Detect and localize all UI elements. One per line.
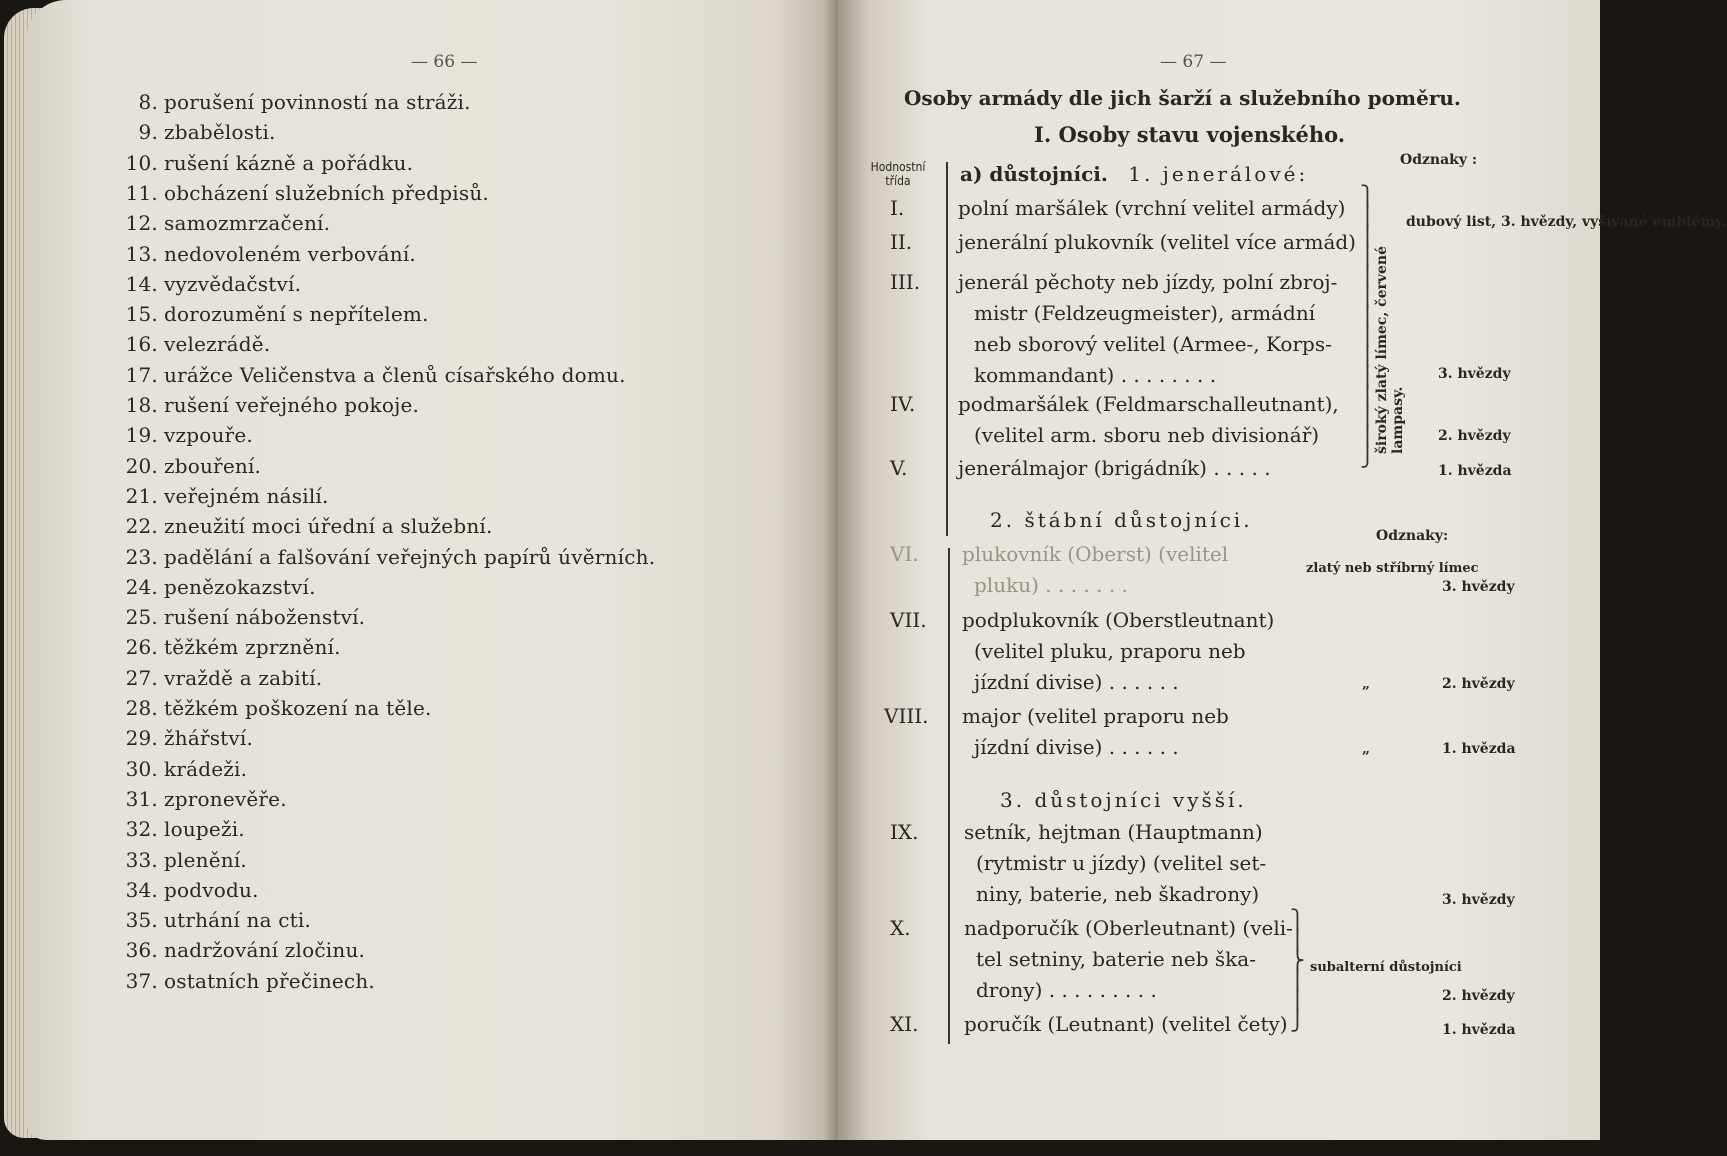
item-number: 29. [125, 726, 158, 751]
rank-class: III. [890, 270, 921, 294]
item-text: vraždě a zabití. [164, 665, 323, 690]
page-number: — 67 — [1160, 52, 1227, 72]
item-number: 27. [125, 665, 158, 690]
badges-column-header: Odznaky : [1400, 152, 1478, 168]
list-item [114, 878, 259, 902]
item-text: padělání a falšování veřejných papírů úvěrních. [164, 544, 656, 569]
subaltern-group-label: subalterní důstojníci [1310, 960, 1462, 975]
rank-line: kommandant) . . . . . . . . [974, 363, 1217, 387]
item-number: 33. [125, 847, 158, 872]
rank-line: polní maršálek (vrchní velitel armády) [958, 196, 1346, 220]
list-item [114, 332, 270, 356]
item-number: 15. [125, 302, 158, 327]
column-rule [948, 548, 950, 1044]
item-text: velezrádě. [164, 332, 271, 357]
item-number: 21. [125, 483, 158, 508]
brace: ⎫ ⎪ ⎬ ⎪ ⎪ ⎭ [1290, 908, 1305, 1032]
item-number: 9. [138, 120, 158, 145]
left-page [26, 0, 838, 1140]
list-item [114, 848, 247, 872]
item-number: 20. [125, 453, 158, 478]
list-item [114, 454, 261, 478]
rank-class: VIII. [884, 704, 929, 728]
item-number: 37. [125, 968, 158, 993]
list-item [114, 938, 365, 962]
item-text: plenění. [164, 847, 247, 872]
item-text: nadržování zločinu. [164, 938, 366, 963]
collar-note: „ [1362, 676, 1371, 692]
item-number: 28. [125, 696, 158, 720]
item-text: rušení náboženství. [164, 605, 366, 630]
rank-class: VII. [890, 608, 927, 632]
badge-iii: 3. hvězdy [1438, 366, 1511, 382]
item-text: těžkém zprznění. [164, 635, 341, 660]
item-number: 10. [125, 150, 158, 175]
item-text: rušení kázně a pořádku. [164, 150, 414, 175]
item-text: samozmrzačení. [164, 211, 331, 236]
generals-label: 1. jenerálové: [1128, 162, 1309, 186]
item-text: zpronevěře. [164, 786, 287, 811]
item-text: ostatních přečinech. [164, 968, 375, 993]
rank-line: setník, hejtman (Hauptmann) [964, 820, 1263, 844]
rank-class: V. [890, 456, 908, 480]
item-text: nedovoleném verbování. [164, 241, 416, 266]
officers-label: a) důstojníci. [960, 162, 1108, 186]
item-text: rušení veřejného pokoje. [164, 393, 420, 417]
rank-line: pluku) . . . . . . . [974, 573, 1128, 597]
rank-class: I. [890, 196, 905, 220]
rank-badge: 1. hvězda [1442, 741, 1516, 757]
staff-officers-heading: 2. štábní důstojníci. [990, 508, 1253, 532]
list-item [114, 423, 253, 447]
rank-line: drony) . . . . . . . . . [976, 978, 1157, 1002]
rank-badge: 3. hvězdy [1442, 892, 1515, 908]
rank-badge: 1. hvězda [1442, 1022, 1516, 1038]
item-number: 30. [125, 756, 158, 781]
item-text: zbouření. [164, 453, 262, 478]
rank-class: VI. [890, 542, 919, 566]
item-text: dorozumění s nepřítelem. [164, 302, 429, 327]
item-number: 19. [125, 423, 158, 448]
list-item [114, 302, 429, 326]
rank-line: neb sborový velitel (Armee-, Korps- [974, 332, 1332, 356]
item-number: 31. [125, 786, 158, 811]
item-text: urážce Veličenstva a členů císařského domu. [164, 362, 626, 387]
rank-class: IV. [890, 392, 916, 416]
rank-badge: 3. hvězdy [1442, 579, 1515, 595]
rank-badge: 2. hvězdy [1442, 988, 1515, 1004]
list-item [114, 181, 489, 205]
item-number: 17. [125, 362, 158, 387]
rank-class: XI. [890, 1012, 919, 1036]
item-number: 22. [125, 514, 158, 539]
rank-line: (velitel arm. sboru neb divisionář) [974, 423, 1320, 447]
item-number: 35. [125, 908, 158, 933]
list-item [114, 151, 413, 175]
rank-line: (velitel pluku, praporu neb [974, 639, 1246, 663]
rank-class: II. [890, 230, 913, 254]
list-item [114, 242, 416, 266]
rank-class: IX. [890, 820, 919, 844]
rank-line: jenerální plukovník (velitel více armád) [958, 230, 1356, 254]
item-number: 34. [125, 877, 158, 902]
badge-top: dubový list, 3. hvězdy, vyšívané emblémy. [1406, 214, 1727, 230]
item-text: veřejném násilí. [164, 483, 329, 508]
page-number: — 66 — [411, 52, 478, 72]
item-number: 14. [125, 271, 158, 296]
rank-line: poručík (Leutnant) (velitel čety) [964, 1012, 1288, 1036]
item-text: žhářství. [164, 726, 254, 751]
item-text: obcházení služebních předpisů. [164, 180, 489, 205]
list-item [114, 666, 322, 690]
item-text: utrhání na cti. [164, 908, 312, 933]
section-heading: I. Osoby stavu vojenského. [1034, 122, 1346, 147]
list-item [114, 484, 329, 508]
badges-column-header-2: Odznaky: [1376, 528, 1449, 544]
list-item [114, 363, 626, 387]
item-number: 36. [125, 938, 158, 963]
rank-class: X. [890, 916, 911, 940]
badge-iv: 2. hvězdy [1438, 428, 1511, 444]
right-page [838, 0, 1727, 1140]
list-item [114, 969, 375, 993]
item-number: 13. [125, 241, 158, 266]
list-item [114, 817, 245, 841]
rank-line: nadporučík (Oberleutnant) (veli- [964, 916, 1293, 940]
item-text: podvodu. [164, 877, 259, 902]
section-label [960, 162, 1308, 186]
rank-line: major (velitel praporu neb [962, 704, 1229, 728]
item-number: 26. [125, 635, 158, 660]
list-item [114, 545, 655, 569]
list-item [114, 787, 287, 811]
rank-line: mistr (Feldzeugmeister), armádní [974, 301, 1316, 325]
item-text: vyzvědačství. [164, 271, 302, 296]
list-item [114, 393, 419, 417]
collar-note: široký zlatý límec, červené lampasy. [1374, 245, 1406, 454]
item-number: 11. [125, 180, 158, 205]
list-item [114, 575, 316, 599]
list-item [114, 514, 493, 538]
list-item [114, 90, 471, 114]
item-text: zbabělosti. [164, 120, 276, 145]
item-text: zneužití moci úřední a služební. [164, 514, 493, 539]
collar-note: zlatý neb stříbrný límec [1306, 561, 1479, 576]
brace: ⎫ ⎪ ⎪ ⎪ ⎪ ⎪ ⎪ ⎪ ⎪ ⎪ ⎪ ⎪ ⎪ ⎭ [1360, 184, 1375, 468]
list-item [114, 757, 247, 781]
list-item [114, 120, 276, 144]
page-title: Osoby armády dle jich šarží a služebního poměru. [904, 86, 1461, 110]
list-item [114, 696, 432, 720]
rank-line: podplukovník (Oberstleutnant) [962, 608, 1275, 632]
item-number: 12. [125, 211, 158, 236]
rank-line: tel setniny, baterie neb ška- [976, 947, 1256, 971]
list-item [114, 272, 301, 296]
item-number: 23. [125, 544, 158, 569]
item-text: vzpouře. [164, 423, 253, 448]
badge-v: 1. hvězda [1438, 463, 1512, 479]
rank-line: podmaršálek (Feldmarschalleutnant), [958, 392, 1339, 416]
item-number: 8. [138, 90, 158, 114]
list-item [114, 908, 311, 932]
item-number: 16. [125, 332, 158, 357]
rank-line: niny, baterie, neb škadrony) [976, 882, 1260, 906]
item-text: krádeži. [164, 756, 248, 781]
list-item [114, 211, 330, 235]
item-text: porušení povinností na stráži. [164, 90, 471, 114]
rank-badge: 2. hvězdy [1442, 676, 1515, 692]
item-number: 25. [125, 605, 158, 630]
item-text: loupeži. [164, 817, 245, 842]
column-rule [946, 162, 948, 536]
collar-note: „ [1362, 741, 1371, 757]
class-column-header: Hodnostní třída [870, 160, 926, 188]
item-text: penězokazství. [164, 574, 316, 599]
rank-line: (rytmistr u jízdy) (velitel set- [976, 851, 1267, 875]
rank-line: jenerálmajor (brigádník) . . . . . [958, 456, 1271, 480]
item-number: 24. [125, 574, 158, 599]
item-number: 18. [125, 393, 158, 417]
rank-line: jízdní divise) . . . . . . [974, 735, 1179, 759]
list-item [114, 635, 341, 659]
rank-line: plukovník (Oberst) (velitel [962, 542, 1229, 566]
list-item [114, 605, 365, 629]
rank-line: jízdní divise) . . . . . . [974, 670, 1179, 694]
senior-officers-heading: 3. důstojníci vyšší. [1000, 788, 1247, 812]
rank-line: jenerál pěchoty neb jízdy, polní zbroj- [958, 270, 1338, 294]
item-number: 32. [125, 817, 158, 842]
item-text: těžkém poškození na těle. [164, 696, 432, 720]
list-item [114, 726, 253, 750]
